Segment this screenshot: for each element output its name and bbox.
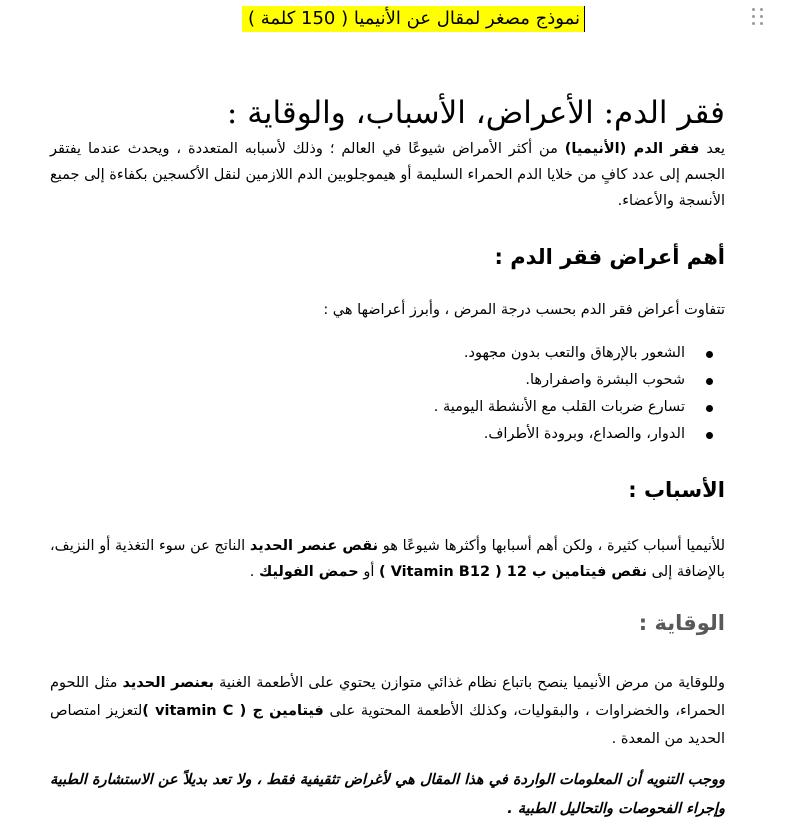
prevention-paragraph: وللوقاية من مرض الأنيميا ينصح باتباع نظام غذائي متوازن يحتوي على الأطعمة الغنية بعنصر الحديد مثل اللحوم الحمراء، والخضراوات ، والبقوليات، وكذلك الأطعمة المحتوية على فيتامين ج ( vitamin C )لتعزيز امتصاص الحديد من المعدة .	[50, 675, 725, 747]
symptoms-list	[434, 340, 725, 448]
list-item: شحوب البشرة واصفرارها.	[434, 367, 685, 394]
highlighted-banner[interactable]: نموذج مصغر لمقال عن الأنيميا ( 150 كلمة )	[242, 6, 585, 32]
prevention-heading: الوقاية :	[638, 611, 725, 635]
causes-bold-iron: نقص عنصر الحديد	[249, 538, 379, 554]
list-item: الشعور بالإرهاق والتعب بدون مجهود.	[434, 340, 685, 367]
intro-bold-anemia: فقر الدم (الأنيميا)	[564, 141, 700, 157]
symptoms-heading: أهم أعراض فقر الدم :	[494, 245, 725, 269]
bullet-icon	[706, 351, 713, 358]
bullet-icon	[706, 378, 713, 385]
causes-paragraph: للأنيميا أسباب كثيرة ، ولكن أهم أسبابها وأكثرها شيوعًا هو نقص عنصر الحديد الناتج عن سوء التغذية أو النزيف، بالإضافة إلى نقص فيتامين ب 12 ( Vitamin B12 ) أو حمض الفوليك .	[50, 538, 725, 580]
prevention-bold-vitc: فيتامين ج ( vitamin C )	[142, 703, 324, 719]
bullet-icon	[706, 405, 713, 412]
list-item: تسارع ضربات القلب مع الأنشطة اليومية .	[434, 394, 685, 421]
drag-handle-icon[interactable]	[752, 8, 764, 26]
bullet-icon	[706, 432, 713, 439]
intro-text-1: يعد	[699, 141, 725, 157]
disclaimer-note: ووجب التنويه أن المعلومات الواردة في هذا المقال هي لأغراض تثقيفية فقط ، ولا تعد بديلاً عن الاستشارة الطبية وإجراء الفحوصات والتحاليل الطبية .	[50, 772, 725, 817]
intro-text-2: من أكثر الأمراض شيوعًا في العالم ؛ وذلك لأسبابه المتعددة ، ويحدث عندما يفتقر الجسم إلى عدد كافٍ من خلايا الدم الحمراء السليمة أو هيموجلوبين الدم اللازمين لنقل الأكسجين بكفاءة إلى جميع الأنسجة والأعضاء.	[50, 141, 725, 209]
causes-heading: الأسباب :	[628, 478, 725, 502]
causes-bold-b12: نقص فيتامين ب 12 ( Vitamin B12 )	[379, 564, 648, 580]
main-title: فقر الدم: الأعراض، الأسباب، والوقاية :	[226, 94, 725, 131]
causes-bold-folic: حمض الفوليك	[258, 564, 359, 580]
symptoms-intro: تتفاوت أعراض فقر الدم بحسب درجة المرض ، وأبرز أعراضها هي :	[323, 302, 725, 318]
intro-paragraph	[50, 136, 725, 214]
prevention-bold-iron: بعنصر الحديد	[122, 675, 214, 691]
list-item: الدوار، والصداع، وبرودة الأطراف.	[434, 421, 685, 448]
